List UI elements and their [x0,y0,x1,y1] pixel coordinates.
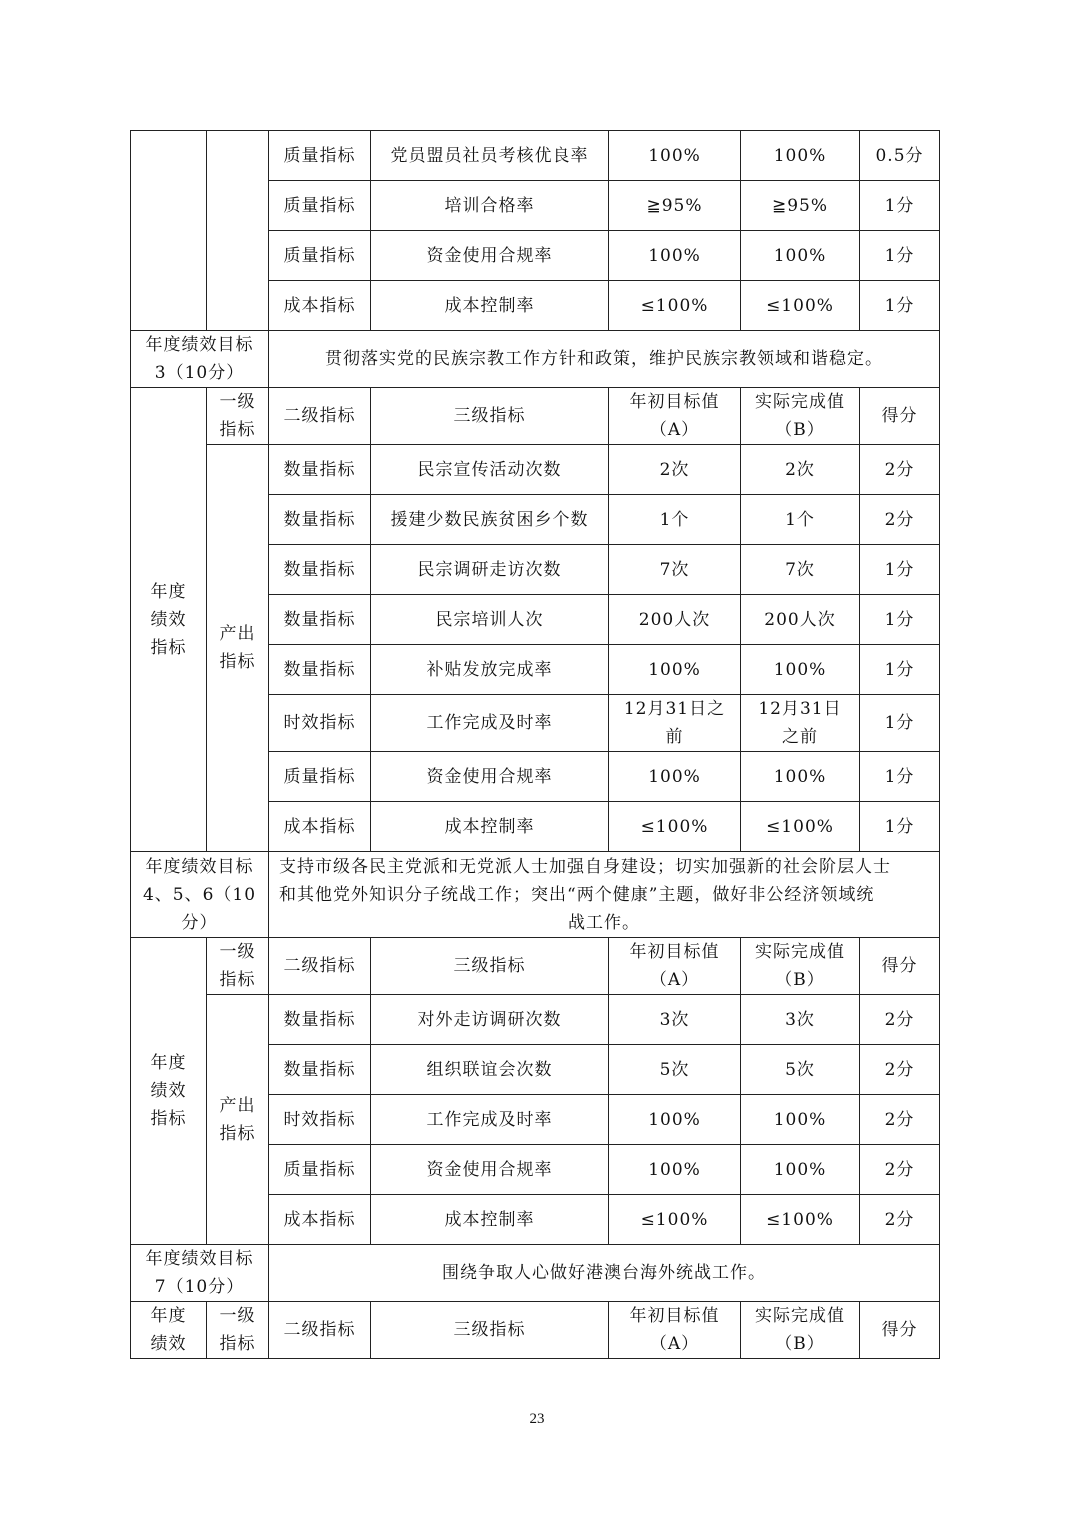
goal-description: 贯彻落实党的民族宗教工作方针和政策，维护民族宗教领域和谐稳定。 [269,331,940,388]
score-cell: 1分 [860,231,940,281]
target-cell: 3次 [609,995,741,1045]
score-cell: 2分 [860,995,940,1045]
score-cell: 2分 [860,1145,940,1195]
actual-cell: 200人次 [741,595,860,645]
actual-cell: 100% [741,231,860,281]
level3-header: 三级指标 [371,938,609,995]
table-row [131,445,940,495]
score-cell: 1分 [860,802,940,852]
goal-description: 围绕争取人心做好港澳台海外统战工作。 [269,1245,940,1302]
actual-cell: 2次 [741,445,860,495]
score-cell: 1分 [860,595,940,645]
score-header: 得分 [860,938,940,995]
level3-cell: 成本控制率 [371,281,609,331]
actual-cell: ≤100% [741,802,860,852]
level3-cell: 补贴发放完成率 [371,645,609,695]
score-header: 得分 [860,1302,940,1359]
level2-cell: 成本指标 [269,281,371,331]
level3-cell: 工作完成及时率 [371,1095,609,1145]
target-header: 年初目标值 （A） [609,938,741,995]
score-cell: 1分 [860,752,940,802]
level3-cell: 民宗宣传活动次数 [371,445,609,495]
actual-cell: 5次 [741,1045,860,1095]
actual-cell: ≤100% [741,1195,860,1245]
score-cell: 2分 [860,1095,940,1145]
target-cell: ≤100% [609,802,741,852]
level2-cell: 质量指标 [269,231,371,281]
section-label: 年度 绩效 [131,1302,207,1359]
target-cell: 200人次 [609,595,741,645]
goal-label: 年度绩效目标 7（10分） [131,1245,269,1302]
level2-cell: 数量指标 [269,495,371,545]
level1-header: 一级 指标 [207,938,269,995]
level2-header: 二级指标 [269,938,371,995]
level3-header: 三级指标 [371,388,609,445]
target-header: 年初目标值 （A） [609,1302,741,1359]
table-row [131,131,940,181]
output-label: 产出 指标 [207,995,269,1245]
score-cell: 0.5分 [860,131,940,181]
actual-header: 实际完成值 （B） [741,388,860,445]
level2-cell: 成本指标 [269,1195,371,1245]
goal-row [131,852,940,938]
level1-header: 一级 指标 [207,388,269,445]
score-cell: 1分 [860,181,940,231]
goal-row [131,331,940,388]
level2-cell: 数量指标 [269,1045,371,1095]
actual-cell: 100% [741,1095,860,1145]
target-cell: 12月31日之 前 [609,695,741,752]
target-cell: 5次 [609,1045,741,1095]
target-header: 年初目标值 （A） [609,388,741,445]
level2-cell: 时效指标 [269,695,371,752]
level3-cell: 援建少数民族贫困乡个数 [371,495,609,545]
actual-cell: 100% [741,752,860,802]
level3-cell: 民宗培训人次 [371,595,609,645]
header-row [131,1302,940,1359]
level3-cell: 对外走访调研次数 [371,995,609,1045]
level3-header: 三级指标 [371,1302,609,1359]
level2-header: 二级指标 [269,1302,371,1359]
level3-cell: 民宗调研走访次数 [371,545,609,595]
target-cell: 100% [609,645,741,695]
level3-cell: 资金使用合规率 [371,752,609,802]
level2-cell: 数量指标 [269,545,371,595]
actual-cell: 1个 [741,495,860,545]
page-number: 23 [529,1411,545,1427]
actual-cell: 100% [741,645,860,695]
output-label: 产出 指标 [207,445,269,852]
target-cell: 2次 [609,445,741,495]
target-cell: ≧95% [609,181,741,231]
actual-header: 实际完成值 （B） [741,1302,860,1359]
score-cell: 2分 [860,1045,940,1095]
score-cell: 2分 [860,1195,940,1245]
level2-cell: 质量指标 [269,1145,371,1195]
section-label: 年度 绩效 指标 [131,938,207,1245]
level2-cell: 时效指标 [269,1095,371,1145]
score-cell: 1分 [860,545,940,595]
level2-cell: 质量指标 [269,131,371,181]
score-cell: 1分 [860,281,940,331]
target-cell: 1个 [609,495,741,545]
level3-cell: 党员盟员社员考核优良率 [371,131,609,181]
actual-cell: 100% [741,1145,860,1195]
level2-cell: 数量指标 [269,595,371,645]
target-cell: 100% [609,231,741,281]
target-cell: 100% [609,1095,741,1145]
actual-cell: ≧95% [741,181,860,231]
header-row [131,938,940,995]
empty-cell [131,131,207,331]
table-row [131,995,940,1045]
goal-label: 年度绩效目标 4、5、6（10 分） [131,852,269,938]
level3-cell: 资金使用合规率 [371,231,609,281]
score-cell: 1分 [860,695,940,752]
score-cell: 1分 [860,645,940,695]
level1-header: 一级 指标 [207,1302,269,1359]
level2-header: 二级指标 [269,388,371,445]
score-header: 得分 [860,388,940,445]
empty-cell [207,131,269,331]
actual-cell: 12月31日 之前 [741,695,860,752]
actual-cell: 100% [741,131,860,181]
header-row [131,388,940,445]
actual-header: 实际完成值 （B） [741,938,860,995]
level3-cell: 培训合格率 [371,181,609,231]
target-cell: 7次 [609,545,741,595]
level3-cell: 成本控制率 [371,802,609,852]
goal-label: 年度绩效目标 3（10分） [131,331,269,388]
performance-table [130,130,940,1359]
level2-cell: 质量指标 [269,181,371,231]
goal-description: 支持市级各民主党派和无党派人士加强自身建设；切实加强新的社会阶层人士 和其他党外知识分子统战工作；突出“两个健康”主题，做好非公经济领域统 战工作。 [269,852,940,938]
goal-row [131,1245,940,1302]
section-label: 年度 绩效 指标 [131,388,207,852]
target-cell: 100% [609,752,741,802]
level3-cell: 组织联谊会次数 [371,1045,609,1095]
actual-cell: 7次 [741,545,860,595]
target-cell: 100% [609,131,741,181]
level3-cell: 资金使用合规率 [371,1145,609,1195]
level2-cell: 数量指标 [269,645,371,695]
score-cell: 2分 [860,495,940,545]
actual-cell: ≤100% [741,281,860,331]
target-cell: 100% [609,1145,741,1195]
level2-cell: 数量指标 [269,995,371,1045]
actual-cell: 3次 [741,995,860,1045]
level2-cell: 数量指标 [269,445,371,495]
level2-cell: 成本指标 [269,802,371,852]
level3-cell: 工作完成及时率 [371,695,609,752]
level3-cell: 成本控制率 [371,1195,609,1245]
score-cell: 2分 [860,445,940,495]
target-cell: ≤100% [609,281,741,331]
target-cell: ≤100% [609,1195,741,1245]
level2-cell: 质量指标 [269,752,371,802]
